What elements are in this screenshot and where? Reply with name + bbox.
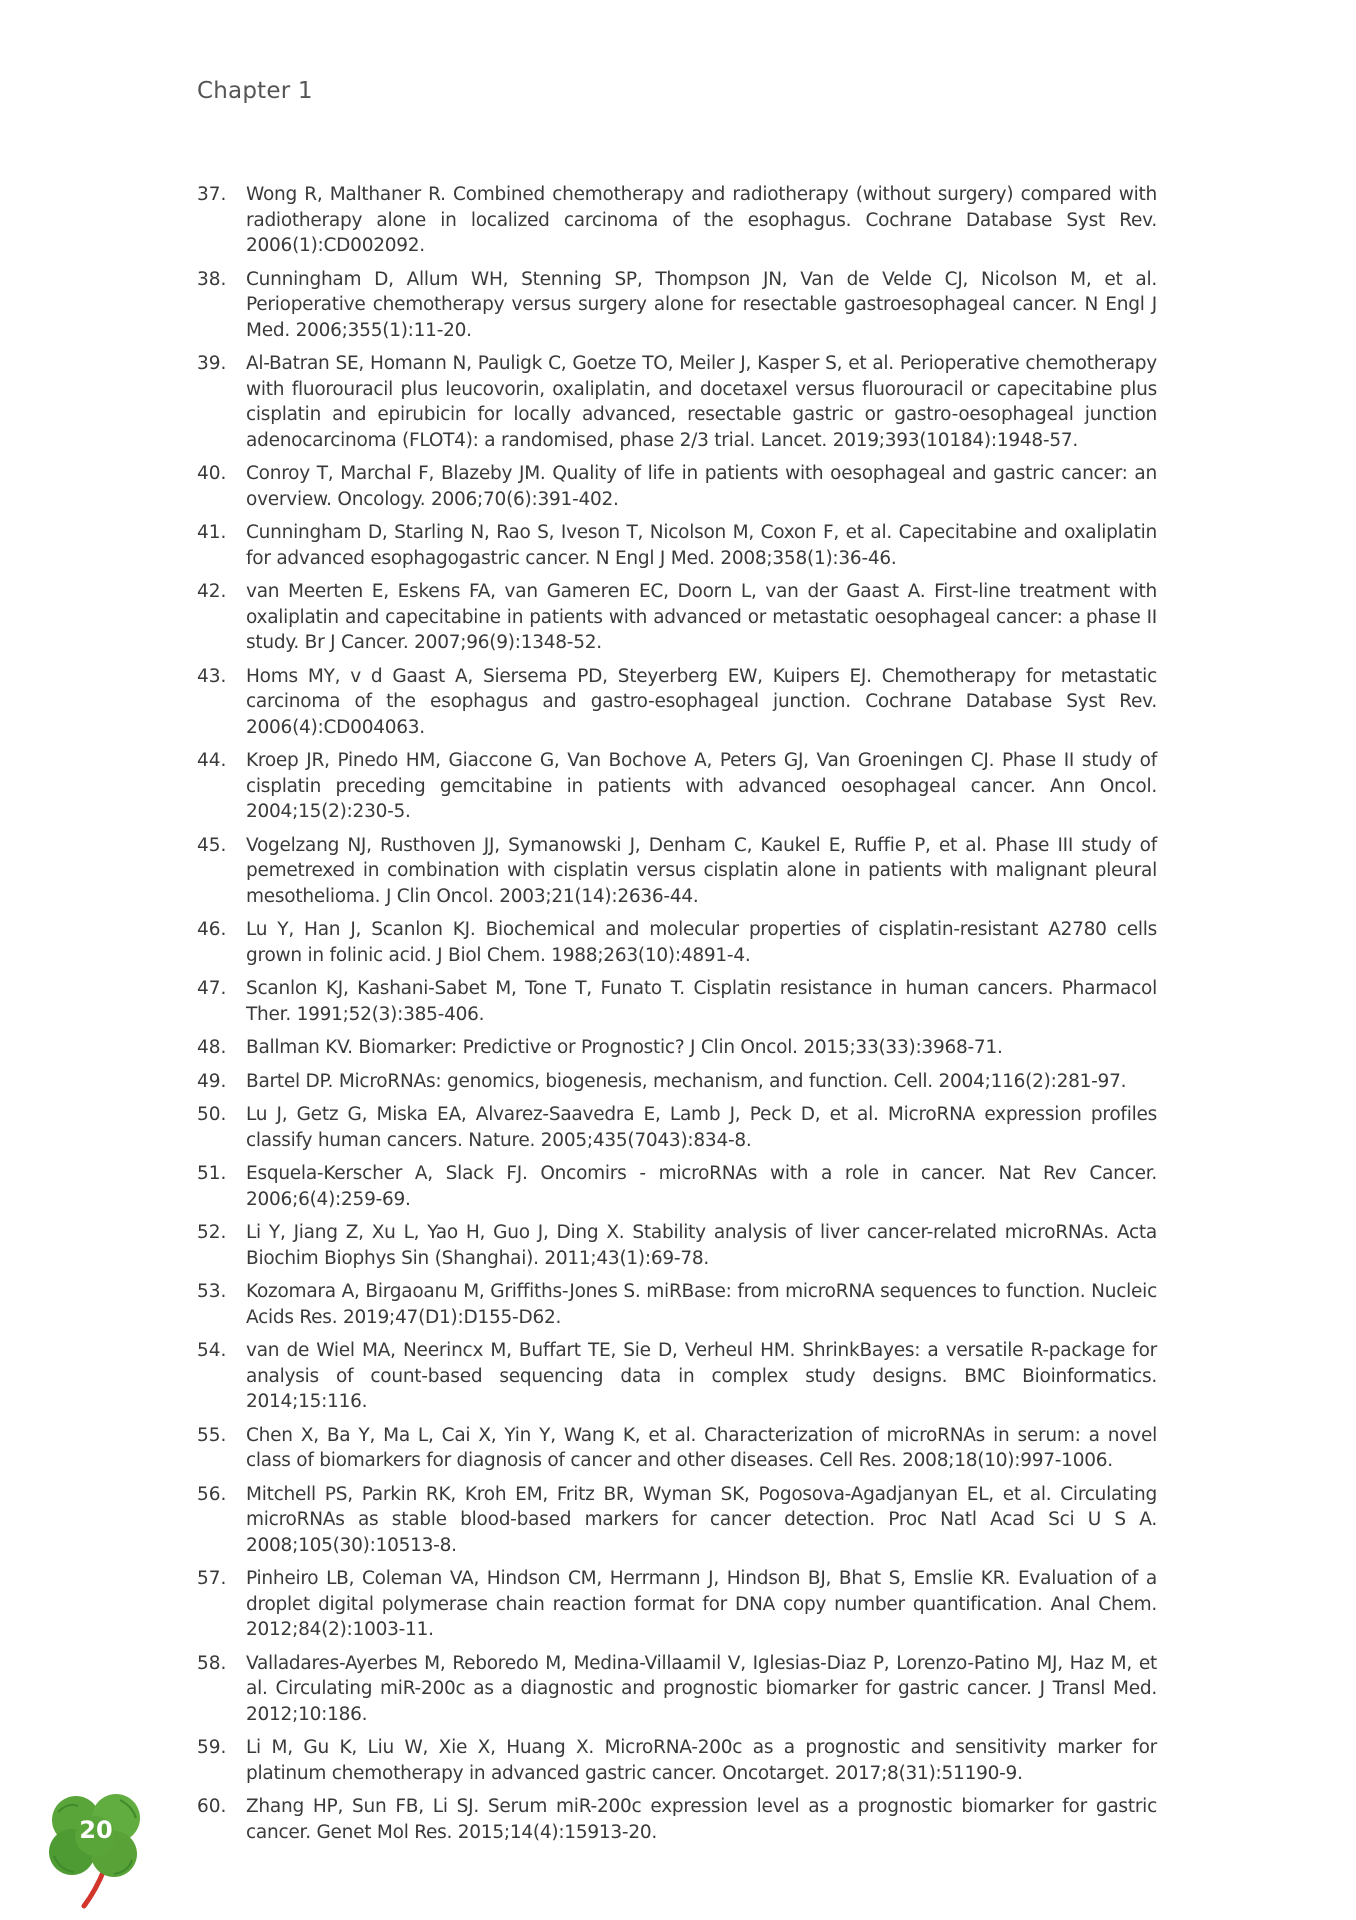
reference-item	[197, 1161, 1157, 1212]
reference-text: Ballman KV. Biomarker: Predictive or Prognostic? J Clin Oncol. 2015;33(33):3968-71.	[246, 1037, 1003, 1058]
reference-number: 52.	[197, 1222, 227, 1243]
reference-number: 56.	[197, 1483, 227, 1505]
reference-item	[197, 351, 1157, 453]
reference-number: 49.	[197, 1070, 227, 1092]
reference-text: Conroy T, Marchal F, Blazeby JM. Quality of life in patients with oesophageal and gastric cancer: an overview. Oncology. 2006;70(6):391-402.	[246, 463, 1157, 510]
reference-text: Vogelzang NJ, Rusthoven JJ, Symanowski J, Denham C, Kaukel E, Ruffie P, et al. Phase III study of pemetrexed in combination with cisplatin versus cisplatin alone in patients with malignant pleural mesothelioma. J Clin Oncol. 2003;21(14):2636-44.	[246, 834, 1157, 907]
reference-item	[197, 1566, 1157, 1643]
reference-item	[197, 917, 1157, 968]
reference-number: 43.	[197, 665, 227, 687]
reference-text: Chen X, Ba Y, Ma L, Cai X, Yin Y, Wang K, et al. Characterization of microRNAs in serum: a novel class of biomarkers for diagnosis of cancer and other diseases. Cell Res. 2008;18(10):997-1006.	[246, 1424, 1157, 1471]
reference-text: Kozomara A, Birgaoanu M, Griffiths-Jones S. miRBase: from microRNA sequences to function. Nucleic Acids Res. 2019;47(D1):D155-D62.	[246, 1281, 1157, 1328]
reference-number: 40.	[197, 463, 227, 484]
reference-item	[197, 1338, 1157, 1415]
reference-number: 59.	[197, 1737, 227, 1758]
reference-text: Kroep JR, Pinedo HM, Giaccone G, Van Bochove A, Peters GJ, Van Groeningen CJ. Phase II study of cisplatin preceding gemcitabine in patients with advanced oesophageal cancer. Ann Oncol. 2004;15(2):230-5.	[246, 750, 1157, 822]
reference-number: 57.	[197, 1568, 227, 1589]
reference-number: 54.	[197, 1340, 227, 1361]
reference-item	[197, 976, 1157, 1027]
reference-text: Cunningham D, Allum WH, Stenning SP, Thompson JN, Van de Velde CJ, Nicolson M, et al. Perioperative chemotherapy versus surgery alone for resectable gastroesophageal cancer. N Engl J Med. 2006;355(1):11-20.	[246, 268, 1157, 341]
reference-number: 51.	[197, 1163, 227, 1184]
reference-text: Lu Y, Han J, Scanlon KJ. Biochemical and molecular properties of cisplatin-resistant A2780 cells grown in folinic acid. J Biol Chem. 1988;263(10):4891-4.	[246, 919, 1157, 966]
reference-text: Lu J, Getz G, Miska EA, Alvarez-Saavedra E, Lamb J, Peck D, et al. MicroRNA expression profiles classify human cancers. Nature. 2005;435(7043):834-8.	[246, 1104, 1157, 1151]
reference-item	[197, 267, 1157, 344]
reference-number: 41.	[197, 522, 227, 543]
reference-text: Valladares-Ayerbes M, Reboredo M, Medina-Villaamil V, Iglesias-Diaz P, Lorenzo-Patino MJ, Haz M, et al. Circulating miR-200c as a diagnostic and prognostic biomarker for gastric cancer. J Transl Med. 2012;10:186.	[246, 1652, 1157, 1725]
reference-text: Bartel DP. MicroRNAs: genomics, biogenesis, mechanism, and function. Cell. 2004;116(2):281-97.	[246, 1070, 1127, 1092]
reference-number: 50.	[197, 1104, 227, 1125]
reference-item	[197, 1423, 1157, 1474]
reference-item	[197, 1102, 1157, 1153]
reference-item	[197, 1035, 1157, 1061]
reference-number: 58.	[197, 1652, 227, 1674]
reference-text: Scanlon KJ, Kashani-Sabet M, Tone T, Funato T. Cisplatin resistance in human cancers. Pharmacol Ther. 1991;52(3):385-406.	[246, 978, 1157, 1025]
reference-item	[197, 1069, 1157, 1095]
clover-icon	[48, 1790, 148, 1910]
reference-text: Homs MY, v d Gaast A, Siersema PD, Steyerberg EW, Kuipers EJ. Chemotherapy for metastatic carcinoma of the esophagus and gastro-esophageal junction. Cochrane Database Syst Rev. 2006(4):CD004063.	[246, 665, 1157, 738]
reference-item	[197, 1794, 1157, 1845]
reference-number: 60.	[197, 1796, 227, 1817]
reference-item	[197, 182, 1157, 259]
reference-text: van de Wiel MA, Neerincx M, Buffart TE, Sie D, Verheul HM. ShrinkBayes: a versatile R-package for analysis of count-based sequencing data in complex study designs. BMC Bioinformatics. 2014;15:116.	[246, 1340, 1157, 1412]
reference-number: 39.	[197, 353, 227, 374]
reference-item	[197, 461, 1157, 512]
reference-text: Li Y, Jiang Z, Xu L, Yao H, Guo J, Ding X. Stability analysis of liver cancer-related microRNAs. Acta Biochim Biophys Sin (Shanghai). 2011;43(1):69-78.	[246, 1222, 1157, 1269]
reference-item	[197, 1279, 1157, 1330]
reference-number: 55.	[197, 1424, 227, 1446]
reference-number: 44.	[197, 750, 227, 771]
page-number-badge	[48, 1790, 148, 1910]
reference-number: 42.	[197, 581, 227, 602]
reference-item	[197, 1482, 1157, 1559]
reference-number: 45.	[197, 834, 227, 856]
reference-number: 46.	[197, 919, 227, 940]
reference-item	[197, 520, 1157, 571]
reference-number: 53.	[197, 1281, 227, 1302]
reference-text: van Meerten E, Eskens FA, van Gameren EC, Doorn L, van der Gaast A. First-line treatment with oxaliplatin and capecitabine in patients with advanced or metastatic oesophageal cancer: a phase II study. Br J Cancer. 2007;96(9):1348-52.	[246, 581, 1157, 653]
reference-item	[197, 1651, 1157, 1728]
chapter-header: Chapter 1	[197, 78, 313, 104]
reference-number: 38.	[197, 268, 227, 290]
reference-item	[197, 664, 1157, 741]
reference-number: 37.	[197, 184, 227, 205]
reference-list	[197, 182, 1157, 1853]
reference-text: Mitchell PS, Parkin RK, Kroh EM, Fritz BR, Wyman SK, Pogosova-Agadjanyan EL, et al. Circulating microRNAs as stable blood-based markers for cancer detection. Proc Natl Acad Sci U S A. 2008;105(30):10513-8.	[246, 1483, 1157, 1556]
reference-item	[197, 1735, 1157, 1786]
reference-number: 48.	[197, 1037, 227, 1058]
reference-item	[197, 833, 1157, 910]
reference-text: Cunningham D, Starling N, Rao S, Iveson T, Nicolson M, Coxon F, et al. Capecitabine and oxaliplatin for advanced esophagogastric cancer. N Engl J Med. 2008;358(1):36-46.	[246, 522, 1157, 569]
reference-text: Esquela-Kerscher A, Slack FJ. Oncomirs - microRNAs with a role in cancer. Nat Rev Cancer. 2006;6(4):259-69.	[246, 1163, 1157, 1210]
reference-item	[197, 1220, 1157, 1271]
reference-number: 47.	[197, 978, 227, 999]
reference-text: Zhang HP, Sun FB, Li SJ. Serum miR-200c expression level as a prognostic biomarker for gastric cancer. Genet Mol Res. 2015;14(4):15913-20.	[246, 1796, 1157, 1843]
page-number: 20	[79, 1816, 113, 1844]
reference-item	[197, 748, 1157, 825]
reference-text: Li M, Gu K, Liu W, Xie X, Huang X. MicroRNA-200c as a prognostic and sensitivity marker for platinum chemotherapy in advanced gastric cancer. Oncotarget. 2017;8(31):51190-9.	[246, 1737, 1157, 1784]
reference-text: Al-Batran SE, Homann N, Pauligk C, Goetze TO, Meiler J, Kasper S, et al. Perioperative chemotherapy with fluorouracil plus leucovorin, oxaliplatin, and docetaxel versus fluorouracil or capecitabine plus cisplatin and epirubicin for locally advanced, resectable gastric or gastro-oesophageal junction adenocarcinoma (FLOT4): a randomised, phase 2/3 trial. Lancet. 2019;393(10184):1948-57.	[246, 353, 1157, 451]
reference-text: Wong R, Malthaner R. Combined chemotherapy and radiotherapy (without surgery) compared with radiotherapy alone in localized carcinoma of the esophagus. Cochrane Database Syst Rev. 2006(1):CD002092.	[246, 184, 1157, 256]
reference-item	[197, 579, 1157, 656]
reference-text: Pinheiro LB, Coleman VA, Hindson CM, Herrmann J, Hindson BJ, Bhat S, Emslie KR. Evaluation of a droplet digital polymerase chain reaction format for DNA copy number quantification. Anal Chem. 2012;84(2):1003-11.	[246, 1568, 1157, 1640]
